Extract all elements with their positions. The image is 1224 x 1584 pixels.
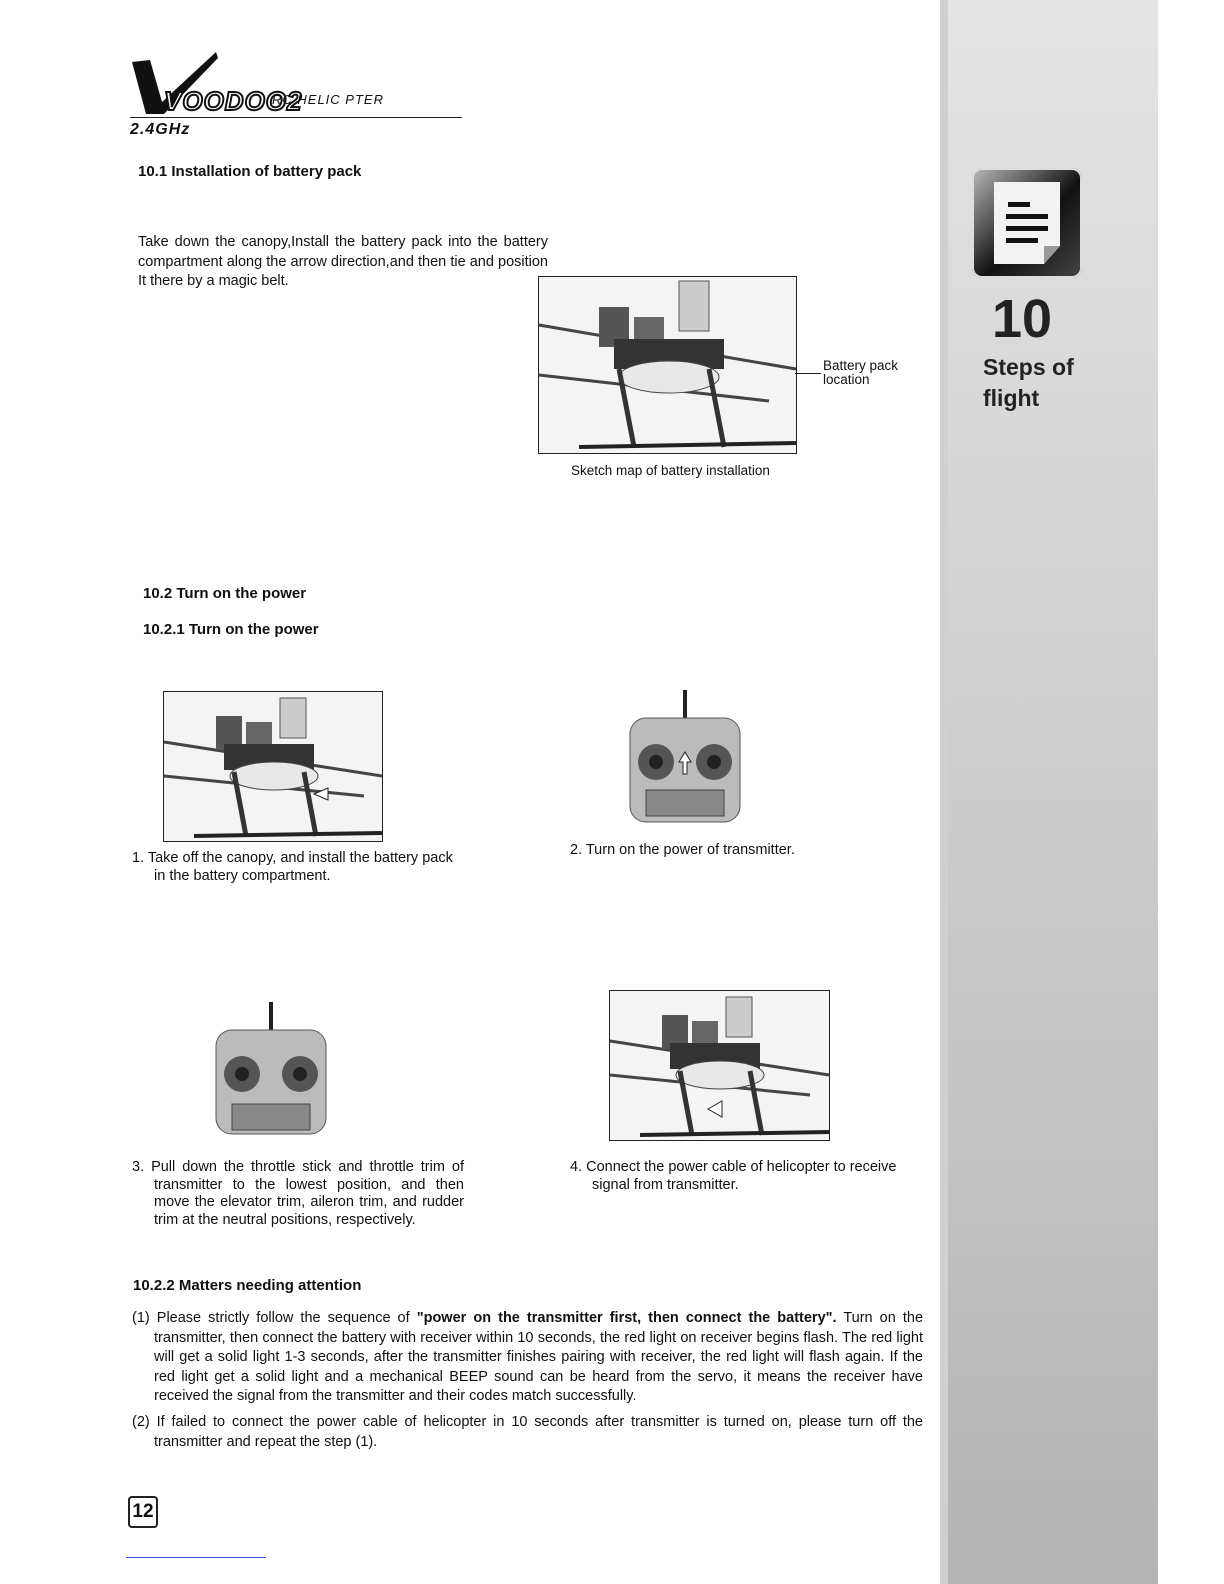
battery-image-caption: Sketch map of battery installation — [571, 463, 770, 478]
step4-helicopter-photo — [609, 990, 830, 1141]
attention-item-1 — [132, 1309, 923, 1407]
header-rule — [130, 117, 462, 118]
step1-helicopter-photo — [163, 691, 383, 842]
section-heading-10-2-1: 10.2.1 Turn on the power — [143, 621, 319, 638]
footer-rule — [126, 1557, 266, 1558]
step-2-text: 2. Turn on the power of transmitter. — [570, 842, 795, 858]
callout-line — [795, 373, 821, 374]
chapter-title: Steps of flight — [983, 354, 1074, 411]
attention-item-1-rest: Turn on the transmitter, then connect the battery with receiver within 10 seconds, the red light on receiver begins flash. The red light will get a solid light 1-3 seconds, after the transmitter finishes pairing with receiver, the red light will flash again. If the red light get a solid light and a mechanical BEEP sound can be heard from the servo, it means the receiver have received the signal from the transmitter and their codes match successfully. — [154, 1310, 924, 1404]
section-heading-10-2-2: 10.2.2 Matters needing attention — [133, 1277, 362, 1294]
transmitter-image-step3 — [208, 1002, 334, 1138]
page-margin — [1158, 0, 1224, 1584]
step-4-text: 4. Connect the power cable of helicopter to receive signal from transmitter. — [570, 1159, 897, 1193]
battery-installation-photo — [538, 276, 797, 454]
logo-brand: VOODOO2 — [164, 86, 303, 116]
step-1-text: 1. Take off the canopy, and install the battery pack in the battery compartment. — [132, 850, 453, 884]
chapter-number: 10 — [992, 289, 1053, 349]
step-3-text: 3. Pull down the throttle stick and throttle trim of transmitter to the lowest position, and then move the elevator trim, aileron trim, and rudder trim at the neutral positions, respectively. — [132, 1159, 464, 1228]
page-number: 12 — [128, 1496, 158, 1528]
attention-item-1-emphasis: "power on the transmitter first, then connect the battery". — [416, 1310, 837, 1326]
attention-item-2: (2) If failed to connect the power cable of helicopter in 10 seconds after transmitter is turned on, please turn off the transmitter and repeat the step (1). — [132, 1414, 923, 1450]
document-icon — [972, 168, 1082, 278]
section-heading-10-1: 10.1 Installation of battery pack — [138, 163, 362, 180]
section-heading-10-2: 10.2 Turn on the power — [143, 585, 307, 602]
transmitter-image-step2 — [622, 690, 748, 825]
voodoo2-logo — [128, 44, 303, 116]
section-10-1-text: Take down the canopy,Install the battery pack into the battery compartment along the arrow direction,and then tie and position It there by a magic belt. — [138, 234, 548, 289]
battery-location-callout: Battery pack location — [823, 358, 899, 387]
logo-band: 2.4GHz — [130, 121, 191, 138]
attention-item-1-prefix: (1) Please strictly follow the sequence of — [132, 1310, 417, 1326]
logo-subtitle: RC HELIC PTER — [272, 92, 384, 107]
